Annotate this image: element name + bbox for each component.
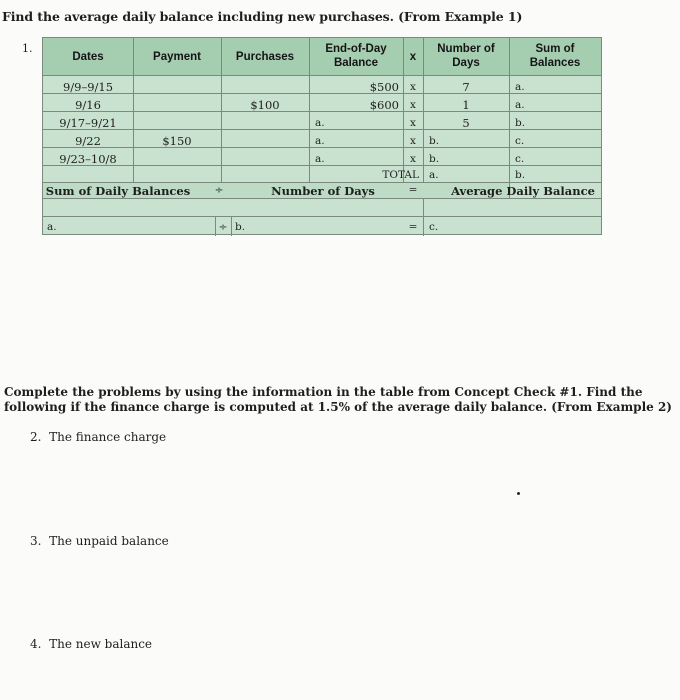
row4-eod: a. bbox=[315, 135, 325, 147]
total-label: TOTAL bbox=[382, 169, 419, 181]
question-3 bbox=[30, 534, 169, 548]
answer-equals-sign: = bbox=[408, 221, 418, 233]
equals-sign: = bbox=[408, 184, 418, 196]
total-sum: b. bbox=[515, 169, 526, 181]
header-payment: Payment bbox=[153, 51, 201, 63]
number-of-days-label: Number of Days bbox=[271, 184, 375, 198]
row5-sum: c. bbox=[515, 153, 525, 165]
grid-line bbox=[509, 38, 510, 198]
answer-b: b. bbox=[235, 221, 246, 233]
row1-eod: $500 bbox=[369, 80, 399, 94]
total-days: a. bbox=[429, 169, 439, 181]
row5-eod: a. bbox=[315, 153, 325, 165]
row3-dates: 9/17–9/21 bbox=[59, 116, 117, 130]
stray-dot bbox=[517, 492, 520, 495]
daily-balance-table bbox=[42, 37, 602, 235]
row2-days: 1 bbox=[462, 98, 470, 112]
row1-sum: a. bbox=[515, 81, 525, 93]
question-text: The finance charge bbox=[49, 430, 167, 444]
header-sum-of-balances: Sum of Balances bbox=[529, 43, 581, 69]
grid-line bbox=[43, 216, 601, 217]
average-daily-balance-label: Average Daily Balance bbox=[451, 184, 595, 198]
header-purchases: Purchases bbox=[235, 51, 295, 63]
header-end-of-day: End-of-Day Balance bbox=[325, 43, 387, 69]
grid-line bbox=[43, 198, 601, 199]
header-dates: Dates bbox=[72, 51, 104, 63]
header-times: x bbox=[409, 51, 417, 63]
row4-payment: $150 bbox=[162, 134, 192, 148]
row2-sum: a. bbox=[515, 99, 525, 111]
row2-times: x bbox=[410, 99, 416, 111]
divide-sign: ÷ bbox=[214, 184, 224, 196]
question-2 bbox=[30, 430, 166, 444]
row3-eod: a. bbox=[315, 117, 325, 129]
row1-dates: 9/9–9/15 bbox=[62, 80, 114, 94]
row3-times: x bbox=[410, 117, 416, 129]
row4-times: x bbox=[410, 135, 416, 147]
question-number: 3. bbox=[30, 534, 42, 548]
answer-divide-sign: ÷ bbox=[218, 221, 228, 233]
row4-days-blank: b. bbox=[429, 135, 440, 147]
row3-days: 5 bbox=[462, 116, 470, 130]
question-number: 4. bbox=[30, 637, 42, 651]
question-text: The new balance bbox=[49, 637, 153, 651]
row3-sum: b. bbox=[515, 117, 526, 129]
row1-times: x bbox=[410, 81, 416, 93]
problem-number: 1. bbox=[22, 42, 33, 55]
answer-a: a. bbox=[47, 221, 57, 233]
answer-c: c. bbox=[429, 221, 439, 233]
question-text: The unpaid balance bbox=[49, 534, 169, 548]
page-title: Find the average daily balance including new purchases. (From Example 1) bbox=[2, 9, 523, 24]
instructions-paragraph: Complete the problems by using the information in the table from Concept Check #1. Find the following if the finance charge is computed at 1.5% of the average daily balance. (From Example 2) bbox=[4, 385, 672, 414]
row2-purchases: $100 bbox=[250, 98, 280, 112]
grid-line bbox=[423, 38, 424, 236]
question-4 bbox=[30, 637, 152, 651]
row5-dates: 9/23–10/8 bbox=[59, 152, 117, 166]
row4-sum: c. bbox=[515, 135, 525, 147]
row5-times: x bbox=[410, 153, 416, 165]
grid-line bbox=[133, 38, 134, 182]
sum-of-daily-balances-label: Sum of Daily Balances bbox=[45, 184, 191, 198]
row5-days-blank: b. bbox=[429, 153, 440, 165]
grid-line bbox=[231, 216, 232, 236]
question-number: 2. bbox=[30, 430, 42, 444]
row2-eod: $600 bbox=[369, 98, 399, 112]
row4-dates: 9/22 bbox=[75, 134, 101, 148]
row1-days: 7 bbox=[462, 80, 470, 94]
row2-dates: 9/16 bbox=[75, 98, 101, 112]
header-number-of-days: Number of Days bbox=[437, 43, 495, 69]
